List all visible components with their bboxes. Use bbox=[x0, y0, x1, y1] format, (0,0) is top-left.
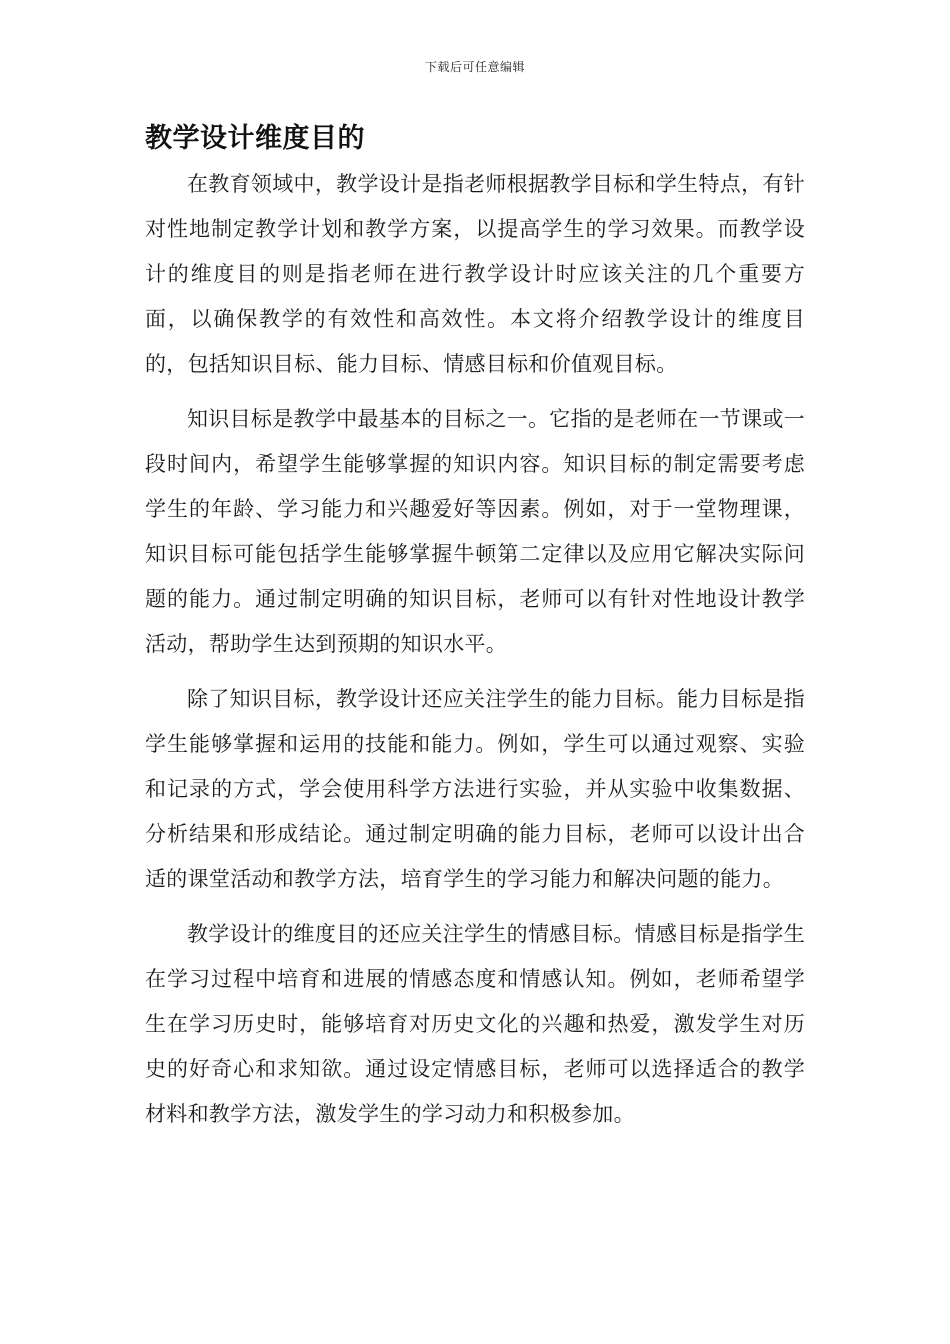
paragraph-intro: 在教育领域中，教学设计是指老师根据教学目标和学生特点，有针对性地制定教学计划和教学方案，以提高学生的学习效果。而教学设计的维度目的则是指老师在进行教学设计时应该关注的几个重要方面，以确保教学的有效性和高效性。本文将介绍教学设计的维度目的，包括知识目标、能力目标、情感目标和价值观目标。 bbox=[145, 172, 805, 376]
paragraph-knowledge-goal: 知识目标是教学中最基本的目标之一。它指的是老师在一节课或一段时间内，希望学生能够掌握的知识内容。知识目标的制定需要考虑学生的年龄、学习能力和兴趣爱好等因素。例如，对于一堂物理课，知识目标可能包括学生能够掌握牛顿第二定律以及应用它解决实际问题的能力。通过制定明确的知识目标，老师可以有针对性地设计教学活动，帮助学生达到预期的知识水平。 bbox=[145, 407, 805, 656]
header-note: 下载后可任意编辑 bbox=[424, 60, 525, 74]
document-title: 教学设计维度目的 bbox=[145, 123, 365, 154]
paragraph-ability-goal: 除了知识目标，教学设计还应关注学生的能力目标。能力目标是指学生能够掌握和运用的技能和能力。例如，学生可以通过观察、实验和记录的方式，学会使用科学方法进行实验，并从实验中收集数据、分析结果和形成结论。通过制定明确的能力目标，老师可以设计出合适的课堂活动和教学方法，培育学生的学习能力和解决问题的能力。 bbox=[145, 687, 805, 891]
document-body bbox=[145, 162, 805, 1147]
paragraph-emotion-goal: 教学设计的维度目的还应关注学生的情感目标。情感目标是指学生在学习过程中培育和进展的情感态度和情感认知。例如，老师希望学生在学习历史时，能够培育对历史文化的兴趣和热爱，激发学生对历史的好奇心和求知欲。通过设定情感目标，老师可以选择适合的教学材料和教学方法，激发学生的学习动力和积极参加。 bbox=[145, 922, 805, 1126]
